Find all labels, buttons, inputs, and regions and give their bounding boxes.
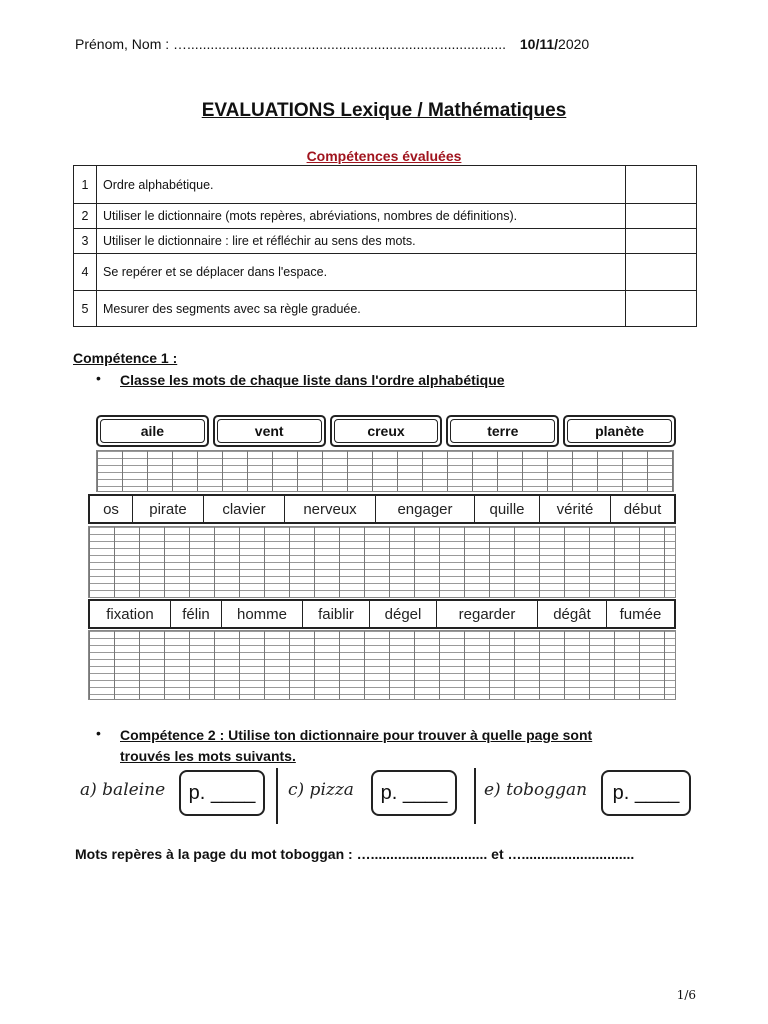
word: creux xyxy=(334,419,439,443)
comp-label: Utiliser le dictionnaire : lire et réfléchir au sens des mots. xyxy=(97,229,626,254)
comp-label: Se repérer et se déplacer dans l'espace. xyxy=(97,254,626,291)
separator xyxy=(276,768,278,824)
table-row xyxy=(74,254,697,291)
score-box[interactable] xyxy=(626,166,697,204)
page-box[interactable]: p. ____ xyxy=(371,770,457,816)
name-label: Prénom, Nom : xyxy=(75,36,174,52)
word: fixation xyxy=(90,601,171,627)
word: regarder xyxy=(437,601,538,627)
word-list-3 xyxy=(88,599,676,629)
name-dots: ….................................................................................. xyxy=(173,36,506,52)
word: vent xyxy=(217,419,322,443)
bullet: • xyxy=(96,370,101,386)
writing-grid-3[interactable] xyxy=(88,630,676,700)
writing-grid-2[interactable] xyxy=(88,526,676,598)
word: terre xyxy=(450,419,555,443)
comp-num: 5 xyxy=(74,291,97,327)
dict-word: c) pizza xyxy=(288,780,354,800)
word-list-1 xyxy=(96,415,676,447)
table-row xyxy=(74,204,697,229)
page-number: 1/6 xyxy=(676,988,696,1002)
word: dégât xyxy=(538,601,607,627)
competence-2-instruction-line1: Compétence 2 : Utilise ton dictionnaire pour trouver à quelle page sont xyxy=(120,727,593,743)
date-part2: 2020 xyxy=(558,36,590,52)
word: clavier xyxy=(204,496,285,522)
score-box[interactable] xyxy=(626,291,697,327)
word: os xyxy=(90,496,133,522)
page-box[interactable]: p. ____ xyxy=(601,770,691,816)
page-title: EVALUATIONS Lexique / Mathématiques xyxy=(201,100,567,121)
comp-label: Mesurer des segments avec sa règle graduée. xyxy=(97,291,626,327)
word: engager xyxy=(376,496,475,522)
competences-table xyxy=(73,165,697,327)
word-box xyxy=(330,415,443,447)
dict-word: a) baleine xyxy=(80,780,166,800)
word: félin xyxy=(171,601,222,627)
word-box xyxy=(96,415,209,447)
header-line xyxy=(75,36,589,52)
word-list-2 xyxy=(88,494,676,524)
table-row xyxy=(74,291,697,327)
comp-num: 4 xyxy=(74,254,97,291)
competences-title: Compétences évaluées xyxy=(306,148,462,164)
competence-1-heading: Compétence 1 : xyxy=(73,350,178,366)
comp-label: Ordre alphabétique. xyxy=(97,166,626,204)
dict-word: e) toboggan xyxy=(484,780,588,800)
word: dégel xyxy=(370,601,437,627)
word: vérité xyxy=(540,496,611,522)
table-row xyxy=(74,229,697,254)
dictionary-items xyxy=(78,764,698,826)
word: planète xyxy=(567,419,672,443)
writing-grid-1[interactable] xyxy=(96,450,674,492)
word-box xyxy=(213,415,326,447)
word: début xyxy=(623,500,662,518)
word: pirate xyxy=(133,496,204,522)
table-row xyxy=(74,166,697,204)
comp-label: Utiliser le dictionnaire (mots repères, abréviations, nombres de définitions). xyxy=(97,204,626,229)
word: faiblir xyxy=(303,601,370,627)
comp-num: 1 xyxy=(74,166,97,204)
word-box xyxy=(563,415,676,447)
page-box[interactable]: p. ____ xyxy=(179,770,265,816)
date xyxy=(520,36,589,52)
word: aile xyxy=(100,419,205,443)
competence-2-instruction-line2: trouvés les mots suivants. xyxy=(120,748,296,764)
comp-num: 2 xyxy=(74,204,97,229)
word: homme xyxy=(222,601,303,627)
competence-1-instruction: Classe les mots de chaque liste dans l'ordre alphabétique xyxy=(120,372,505,388)
word: nerveux xyxy=(285,496,376,522)
date-part1: 10/11/ xyxy=(519,36,559,52)
score-box[interactable] xyxy=(626,254,697,291)
word: quille xyxy=(475,496,540,522)
bullet: • xyxy=(96,725,101,741)
mots-reperes: Mots repères à la page du mot toboggan : ….............................. et …............................. xyxy=(75,846,635,862)
comp-num: 3 xyxy=(74,229,97,254)
word: fumée xyxy=(619,605,662,623)
score-box[interactable] xyxy=(626,204,697,229)
separator xyxy=(474,768,476,824)
word-box xyxy=(446,415,559,447)
score-box[interactable] xyxy=(626,229,697,254)
